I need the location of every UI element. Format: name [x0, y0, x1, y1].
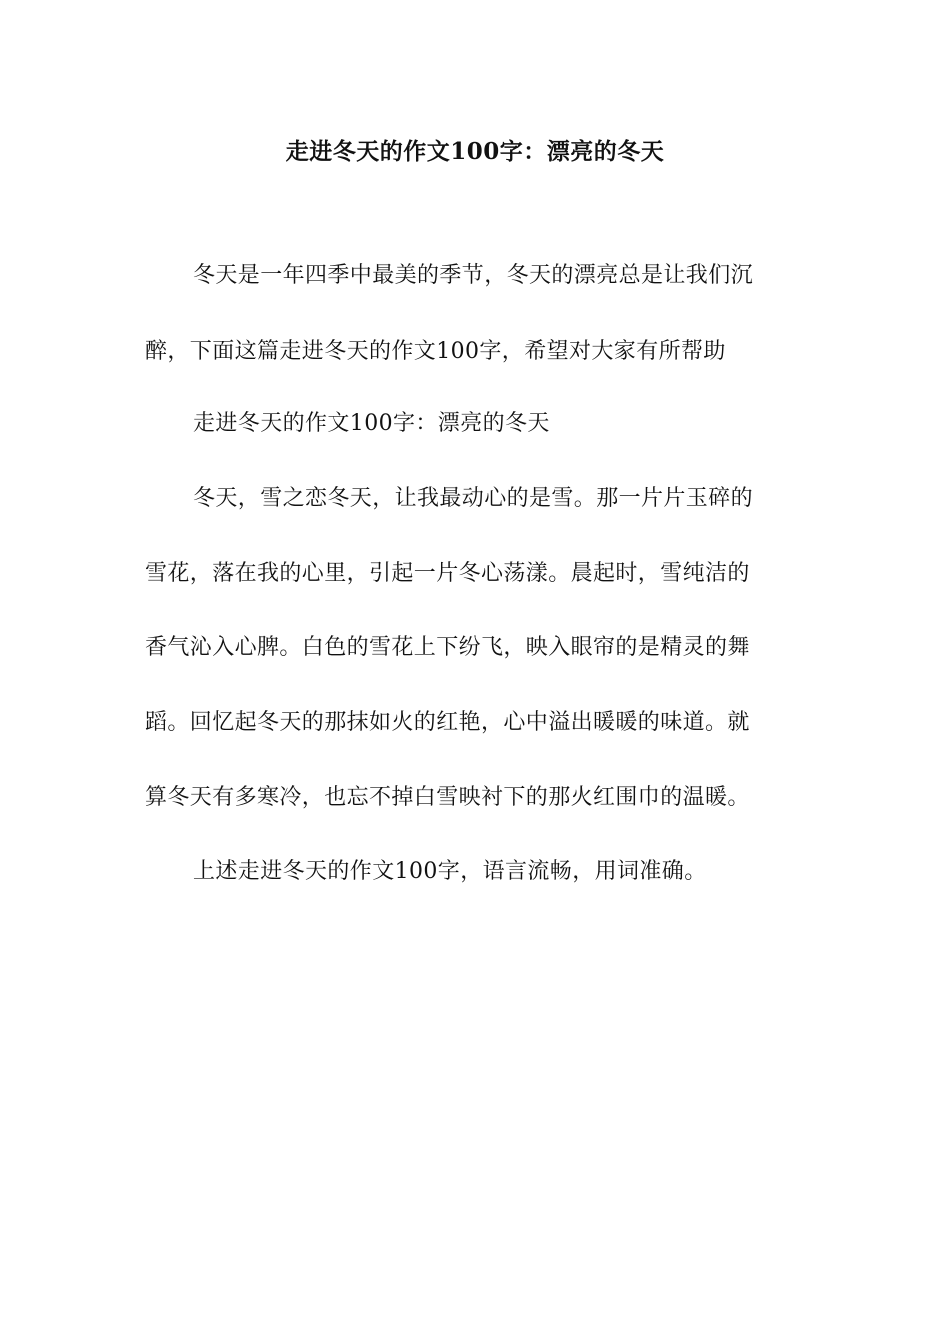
intro-paragraph-line-2: 醉，下面这篇走进冬天的作文100字，希望对大家有所帮助: [145, 339, 726, 364]
closing-paragraph: 上述走进冬天的作文100字，语言流畅，用词准确。: [193, 859, 707, 884]
essay-paragraph-line-4: 蹈。回忆起冬天的那抹如火的红艳，心中溢出暖暖的味道。就: [145, 710, 750, 735]
essay-subtitle: 走进冬天的作文100字：漂亮的冬天: [193, 411, 550, 436]
essay-paragraph-line-3: 香气沁入心脾。白色的雪花上下纷飞，映入眼帘的是精灵的舞: [145, 635, 750, 660]
document-title: 走进冬天的作文100字：漂亮的冬天: [285, 138, 665, 165]
intro-paragraph-line-1: 冬天是一年四季中最美的季节，冬天的漂亮总是让我们沉: [193, 263, 754, 288]
essay-paragraph-line-1: 冬天，雪之恋冬天，让我最动心的是雪。那一片片玉碎的: [193, 486, 754, 511]
essay-paragraph-line-2: 雪花，落在我的心里，引起一片冬心荡漾。晨起时，雪纯洁的: [145, 561, 750, 586]
essay-paragraph-line-5: 算冬天有多寒冷，也忘不掉白雪映衬下的那火红围巾的温暖。: [145, 785, 750, 810]
